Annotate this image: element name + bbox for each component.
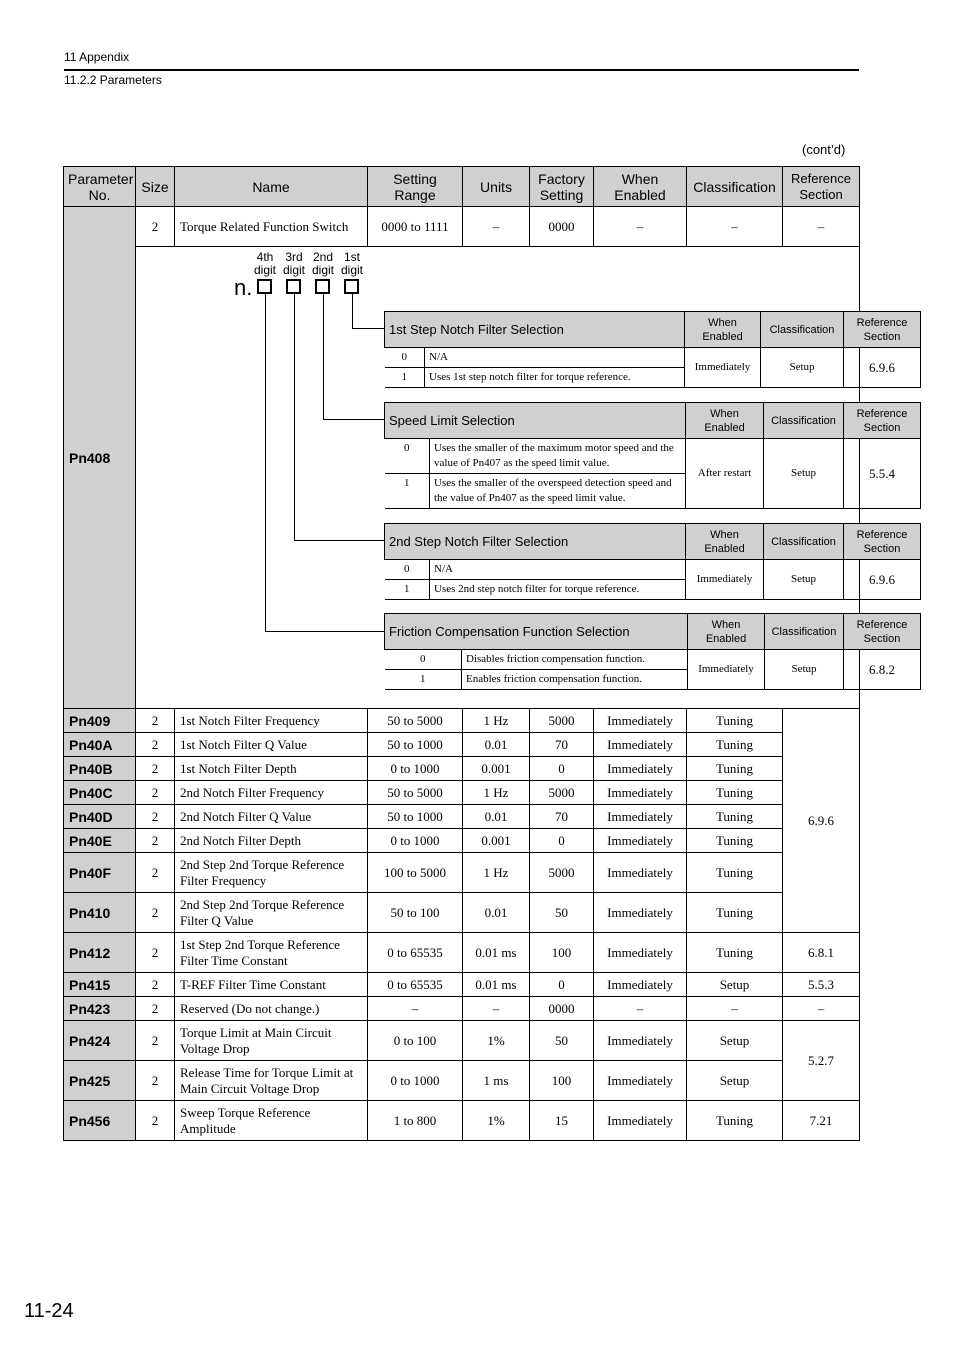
pn408-detail [136,247,908,709]
size-cell: 2 [136,733,175,757]
range-cell: 0 to 1000 [368,829,463,853]
table-row-pn40e [64,829,860,853]
connector-3rd-h [294,540,384,541]
ref-cell: 7.21 [783,1101,860,1141]
name-cell: 2nd Step 2nd Torque Reference Filter Frequency [175,853,368,893]
name-cell: 1st Notch Filter Depth [175,757,368,781]
units-cell: 0.01 [463,805,530,829]
size-cell: 2 [136,997,175,1021]
option-value: 1 [385,580,430,600]
range-cell: – [368,997,463,1021]
col-size: Size [136,167,175,207]
sub-col-when: When Enabled [688,614,765,650]
sub-col-class: Classification [764,524,844,560]
sub-col-ref: Reference Section [844,524,921,560]
col-factory-setting: Factory Setting [530,167,594,207]
group-ref: 5.5.4 [844,439,921,509]
range-cell: 50 to 5000 [368,781,463,805]
name-cell: 2nd Step 2nd Torque Reference Filter Q Value [175,893,368,933]
range-cell: 0 to 1000 [368,757,463,781]
connector-3rd [294,294,295,541]
units-cell: 1 Hz [463,709,530,733]
col-reference-section: Reference Section [783,167,860,207]
sub-col-ref: Reference Section [844,312,921,348]
table-row-pn456 [64,1101,860,1141]
table-row-pn40a [64,733,860,757]
name-cell: 2nd Notch Filter Q Value [175,805,368,829]
units-cell: 0.01 ms [463,973,530,997]
name-cell: Reserved (Do not change.) [175,997,368,1021]
factory-cell: 5000 [530,853,594,893]
digit-label-3rd: 3rd digit [282,250,305,277]
table-row-pn425 [64,1061,860,1101]
table-row-pn40f [64,853,860,893]
units-cell: 1 Hz [463,853,530,893]
range-cell: 0 to 1000 [368,1061,463,1101]
size-cell: 2 [136,709,175,733]
size-cell: 2 [136,973,175,997]
class-cell: – [687,997,783,1021]
factory-cell: 0 [530,829,594,853]
group-title: Friction Compensation Function Selection [385,614,688,650]
param-no: Pn40E [64,829,136,853]
ref-cell: 5.5.3 [783,973,860,997]
units-cell: 1 Hz [463,781,530,805]
name-cell: Release Time for Torque Limit at Main Circuit Voltage Drop [175,1061,368,1101]
table-header-row [64,167,860,207]
option-desc: Uses the smaller of the overspeed detection speed and the value of Pn407 as the speed limit value. [430,474,686,509]
factory-cell: 0000 [530,997,594,1021]
range-cell: 50 to 5000 [368,709,463,733]
size-cell: 2 [136,207,175,247]
name-cell: 2nd Notch Filter Frequency [175,781,368,805]
option-value: 0 [385,650,462,670]
factory-cell: 0 [530,973,594,997]
units-cell: 0.01 [463,733,530,757]
option-value: 1 [385,670,462,690]
when-cell: Immediately [594,733,687,757]
factory-cell: 50 [530,893,594,933]
ref-cell: 6.8.1 [783,933,860,973]
class-cell: Tuning [687,933,783,973]
table-row-pn412 [64,933,860,973]
group-class: Setup [761,348,844,388]
range-cell: 0000 to 1111 [368,207,463,247]
option-desc: Disables friction compensation function. [462,650,688,670]
class-cell: Setup [687,973,783,997]
option-desc: Uses the smaller of the maximum motor speed and the value of Pn407 as the speed limit value. [430,439,686,474]
group-ref: 6.8.2 [844,650,921,690]
class-cell: Setup [687,1061,783,1101]
option-value: 0 [385,560,430,580]
option-value: 1 [385,474,430,509]
param-no: Pn410 [64,893,136,933]
param-no: Pn412 [64,933,136,973]
group-when: Immediately [685,348,761,388]
range-cell: 0 to 65535 [368,933,463,973]
table-row-pn40c [64,781,860,805]
units-cell: – [463,997,530,1021]
digit3-table [384,523,921,600]
when-cell: Immediately [594,757,687,781]
digit-label-2nd: 2nd digit [311,250,334,277]
ref-cell: – [783,997,860,1021]
connector-2nd-h [323,419,384,420]
name-cell: 1st Notch Filter Q Value [175,733,368,757]
param-no: Pn415 [64,973,136,997]
units-cell: 0.01 ms [463,933,530,973]
class-cell: Tuning [687,1101,783,1141]
digit-box-1st [344,279,359,294]
name-cell: 1st Step 2nd Torque Reference Filter Time Constant [175,933,368,973]
group-when: Immediately [688,650,765,690]
table-row-pn415 [64,973,860,997]
when-cell: Immediately [594,1061,687,1101]
param-no: Pn425 [64,1061,136,1101]
table-row-pn408 [64,207,860,247]
name-cell: Torque Limit at Main Circuit Voltage Drop [175,1021,368,1061]
sub-col-when: When Enabled [686,524,764,560]
group-ref: 6.9.6 [844,348,921,388]
group-when: Immediately [686,560,764,600]
option-value: 1 [385,368,425,388]
page-number: 11-24 [24,1300,74,1322]
class-cell: Tuning [687,781,783,805]
name-cell: T-REF Filter Time Constant [175,973,368,997]
digit-label-4th: 4th digit [253,250,276,277]
size-cell: 2 [136,1061,175,1101]
size-cell: 2 [136,933,175,973]
ref-cell: – [783,207,860,247]
units-cell: 1% [463,1021,530,1061]
section-header: 11.2.2 Parameters [64,73,162,87]
factory-cell: 70 [530,733,594,757]
units-cell: 1 ms [463,1061,530,1101]
range-cell: 50 to 1000 [368,805,463,829]
col-when-enabled: When Enabled [594,167,687,207]
parameter-table [63,166,908,1141]
when-cell: Immediately [594,1021,687,1061]
class-cell: Tuning [687,733,783,757]
factory-cell: 100 [530,933,594,973]
when-cell: Immediately [594,893,687,933]
when-cell: Immediately [594,933,687,973]
class-cell: – [687,207,783,247]
factory-cell: 50 [530,1021,594,1061]
sub-col-class: Classification [764,403,844,439]
table-row-pn409 [64,709,860,733]
factory-cell: 5000 [530,781,594,805]
when-cell: – [594,207,687,247]
option-desc: Enables friction compensation function. [462,670,688,690]
connector-4th-h [265,631,384,632]
group-title: 2nd Step Notch Filter Selection [385,524,686,560]
when-cell: Immediately [594,805,687,829]
units-cell: 0.001 [463,757,530,781]
param-no: Pn456 [64,1101,136,1141]
class-cell: Tuning [687,853,783,893]
option-desc: Uses 2nd step notch filter for torque reference. [430,580,686,600]
digit2-table [384,402,921,509]
ref-cell-notch-group: 6.9.6 [783,709,860,933]
digit4-table [384,613,921,690]
range-cell: 1 to 800 [368,1101,463,1141]
sub-col-when: When Enabled [686,403,764,439]
name-cell: 1st Notch Filter Frequency [175,709,368,733]
factory-cell: 5000 [530,709,594,733]
class-cell: Tuning [687,757,783,781]
when-cell: Immediately [594,853,687,893]
param-no: Pn409 [64,709,136,733]
group-class: Setup [764,439,844,509]
option-value: 0 [385,348,425,368]
param-no: Pn423 [64,997,136,1021]
class-cell: Setup [687,1021,783,1061]
when-cell: Immediately [594,973,687,997]
when-cell: Immediately [594,1101,687,1141]
chapter-header: 11 Appendix [64,50,130,64]
connector-2nd [323,294,324,420]
class-cell: Tuning [687,709,783,733]
digit-label-1st: 1st digit [340,250,363,277]
option-desc: N/A [430,560,686,580]
group-ref: 6.9.6 [844,560,921,600]
name-cell: Torque Related Function Switch [175,207,368,247]
col-name: Name [175,167,368,207]
table-row-pn424 [64,1021,860,1061]
class-cell: Tuning [687,805,783,829]
factory-cell: 70 [530,805,594,829]
range-cell: 0 to 100 [368,1021,463,1061]
header-rule [64,69,859,71]
size-cell: 2 [136,1021,175,1061]
group-title: 1st Step Notch Filter Selection [385,312,685,348]
name-cell: 2nd Notch Filter Depth [175,829,368,853]
param-no: Pn40D [64,805,136,829]
n-prefix: n. [234,275,253,300]
name-cell: Sweep Torque Reference Amplitude [175,1101,368,1141]
factory-cell: 0 [530,757,594,781]
connector-1st [352,294,353,329]
param-no: Pn40B [64,757,136,781]
connector-4th [265,294,266,632]
param-no: Pn408 [64,207,136,709]
class-cell: Tuning [687,893,783,933]
size-cell: 2 [136,1101,175,1141]
param-no: Pn424 [64,1021,136,1061]
sub-col-ref: Reference Section [844,614,921,650]
option-desc: N/A [425,348,685,368]
sub-col-class: Classification [765,614,844,650]
group-title: Speed Limit Selection [385,403,686,439]
connector-1st-h [352,328,384,329]
units-cell: – [463,207,530,247]
option-value: 0 [385,439,430,474]
factory-cell: 0000 [530,207,594,247]
range-cell: 50 to 100 [368,893,463,933]
param-no: Pn40C [64,781,136,805]
col-param-no: Parameter No. [64,167,136,207]
param-no: Pn40A [64,733,136,757]
when-cell: Immediately [594,781,687,805]
continued-label: (cont’d) [802,142,846,157]
class-cell: Tuning [687,829,783,853]
factory-cell: 100 [530,1061,594,1101]
when-cell: Immediately [594,829,687,853]
size-cell: 2 [136,757,175,781]
sub-col-class: Classification [761,312,844,348]
table-row-pn410 [64,893,860,933]
group-class: Setup [764,560,844,600]
digit-box-3rd [286,279,301,294]
group-when: After restart [686,439,764,509]
digit1-table [384,311,921,388]
col-units: Units [463,167,530,207]
size-cell: 2 [136,829,175,853]
col-setting-range: Setting Range [368,167,463,207]
range-cell: 50 to 1000 [368,733,463,757]
units-cell: 0.01 [463,893,530,933]
sub-col-ref: Reference Section [844,403,921,439]
table-row-pn40d [64,805,860,829]
digit-box-2nd [315,279,330,294]
size-cell: 2 [136,805,175,829]
size-cell: 2 [136,781,175,805]
option-desc: Uses 1st step notch filter for torque reference. [425,368,685,388]
factory-cell: 15 [530,1101,594,1141]
units-cell: 0.001 [463,829,530,853]
when-cell: Immediately [594,709,687,733]
param-no: Pn40F [64,853,136,893]
ref-cell-voltage-drop-group: 5.2.7 [783,1021,860,1101]
table-row-pn423 [64,997,860,1021]
group-class: Setup [765,650,844,690]
when-cell: – [594,997,687,1021]
units-cell: 1% [463,1101,530,1141]
size-cell: 2 [136,853,175,893]
range-cell: 100 to 5000 [368,853,463,893]
sub-col-when: When Enabled [685,312,761,348]
range-cell: 0 to 65535 [368,973,463,997]
pn408-detail-row [64,247,860,709]
table-row-pn40b [64,757,860,781]
digit-box-4th [257,279,272,294]
col-classification: Classification [687,167,783,207]
size-cell: 2 [136,893,175,933]
